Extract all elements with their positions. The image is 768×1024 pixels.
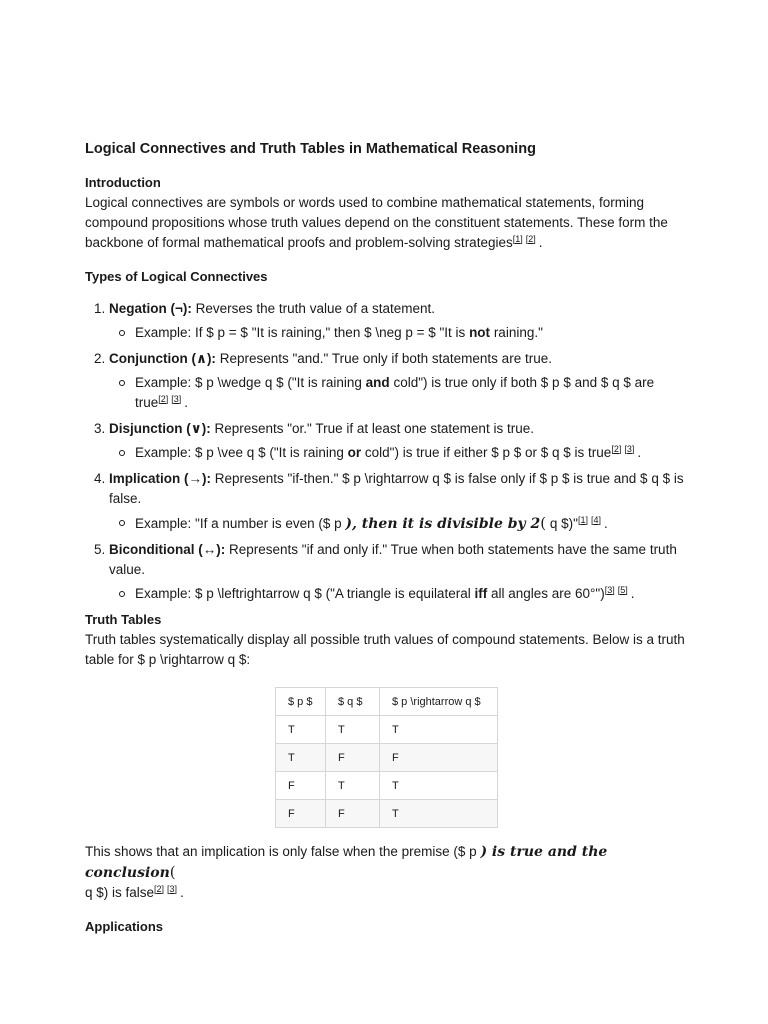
example-list: [109, 513, 685, 534]
citation-link[interactable]: [2]: [611, 443, 622, 454]
connective-name: Biconditional (↔):: [109, 542, 226, 557]
table-cell: T: [380, 800, 498, 828]
example-bold: or: [347, 445, 362, 460]
connective-desc: Reverses the truth value of a statement.: [195, 301, 436, 316]
intro-paragraph: Logical connectives are symbols or words used to combine mathematical statements, forming compound propositions whose truth values depend on the constituent statements. These form the backbone of formal mathematical proofs and problem-solving strategies[1] [2] .: [85, 195, 668, 250]
connective-desc: Represents "and." True only if both statements are true.: [219, 351, 552, 366]
citation-link[interactable]: [3]: [171, 393, 182, 404]
citation-link[interactable]: [2]: [154, 883, 165, 894]
example-list: [109, 373, 685, 413]
citation-link[interactable]: [2]: [158, 393, 169, 404]
list-item-biconditional: [109, 540, 685, 604]
example-text: Example: If $ p = $ "It is raining," then $ \neg p = $ "It is: [135, 325, 470, 340]
example-text: Example: $ p \leftrightarrow q $ ("A triangle is equilateral: [135, 586, 475, 601]
table-cell: T: [380, 772, 498, 800]
table-cell: F: [326, 744, 380, 772]
connective-name: Negation (¬):: [109, 301, 192, 316]
table-row: [276, 800, 498, 828]
document-page: [85, 139, 685, 937]
example-text: all angles are 60°"): [487, 586, 605, 601]
intro-heading: Introduction: [85, 175, 161, 190]
citations: [158, 394, 184, 404]
citations: [611, 444, 637, 454]
table-cell: T: [326, 772, 380, 800]
summary-text: q $) is false: [85, 885, 155, 900]
citation-link[interactable]: [3]: [624, 443, 635, 454]
example-text: cold") is true only if both $ p $ and $ q $ are true: [135, 375, 655, 410]
table-cell: T: [380, 716, 498, 744]
table-row: [276, 772, 498, 800]
table-cell: F: [276, 772, 326, 800]
intro-citations: [513, 234, 539, 244]
citation-link[interactable]: [2]: [525, 233, 536, 244]
implication-summary: This shows that an implication is only false when the premise ($ p ) is true and the conclusion( q $) is false[2] [3] .: [85, 844, 608, 900]
citation-link[interactable]: [3]: [604, 584, 615, 595]
list-item-disjunction: [109, 419, 685, 463]
citation-link[interactable]: [1]: [577, 514, 588, 525]
citations: [154, 884, 180, 894]
connective-desc: Represents "if-then." $ p \rightarrow q $ is false only if $ p $ is true and $ q $ is false.: [109, 471, 684, 506]
citation-link[interactable]: [3]: [167, 883, 178, 894]
example-item: [135, 323, 685, 343]
table-row: [276, 744, 498, 772]
list-item-conjunction: [109, 349, 685, 413]
example-item: Example: $ p \leftrightarrow q $ ("A triangle is equilateral iff all angles are 60°")[3] [5] .: [135, 584, 685, 604]
example-text: Example: $ p \wedge q $ ("It is raining: [135, 375, 366, 390]
example-list: [109, 323, 685, 343]
example-text: q $)": [546, 516, 578, 531]
intro-text: Logical connectives are symbols or words used to combine mathematical statements, forming compound propositions whose truth values depend on the constituent statements. These form the backbone of formal mathematical proofs and problem-solving strategies: [85, 195, 668, 250]
connective-desc: Represents "if and only if." True when both statements have the same truth value.: [109, 542, 677, 577]
citation-link[interactable]: [1]: [512, 233, 523, 244]
example-list: [109, 443, 685, 463]
applications-heading: Applications: [85, 919, 164, 934]
column-header: $ p $: [276, 688, 326, 716]
types-heading: Types of Logical Connectives: [85, 269, 268, 284]
truth-table: [275, 687, 498, 828]
example-text: Example: "If a number is even ($ p: [135, 516, 346, 531]
column-header: $ p \rightarrow q $: [380, 688, 498, 716]
math-paren: (: [169, 863, 176, 881]
table-header-row: [276, 688, 498, 716]
example-text: Example: $ p \vee q $ ("It is raining: [135, 445, 348, 460]
document-title: Logical Connectives and Truth Tables in Mathematical Reasoning: [85, 141, 536, 157]
connective-name: Implication (→):: [109, 471, 211, 486]
connective-name: Conjunction (∧):: [109, 351, 216, 366]
connective-name: Disjunction (∨):: [109, 421, 211, 436]
example-text: cold") is true if either $ p $ or $ q $ is true: [361, 445, 612, 460]
table-cell: F: [326, 800, 380, 828]
column-header: $ q $: [326, 688, 380, 716]
table-cell: T: [276, 716, 326, 744]
example-item: Example: $ p \vee q $ ("It is raining or cold") is true if either $ p $ or $ q $ is true[2] [3] .: [135, 443, 685, 463]
example-bold: iff: [474, 586, 488, 601]
example-item: Example: $ p \wedge q $ ("It is raining and cold") is true only if both $ p $ and $ q $ are true[2] [3] .: [135, 373, 685, 413]
table-cell: T: [326, 716, 380, 744]
truth-tables-heading: Truth Tables: [85, 612, 162, 627]
example-bold: not: [469, 325, 491, 340]
table-cell: F: [380, 744, 498, 772]
example-item: Example: "If a number is even ($ p ), then it is divisible by 2( q $)"[1] [4] .: [135, 513, 685, 534]
connective-desc: Represents "or." True if at least one statement is true.: [214, 421, 534, 436]
truth-tables-paragraph: Truth tables systematically display all possible truth values of compound statements. Below is a truth table for $ p \rightarrow q $:: [85, 632, 685, 667]
citations: [605, 585, 631, 595]
math-render: ), then it is divisible by 2: [345, 516, 541, 532]
citation-link[interactable]: [4]: [590, 514, 601, 525]
list-item-negation: [109, 299, 685, 343]
table-row: [276, 716, 498, 744]
math-paren: (: [540, 514, 547, 532]
example-text: raining.": [490, 325, 543, 340]
connectives-list: [85, 299, 685, 604]
table-cell: T: [276, 744, 326, 772]
math-render: ) is true and the conclusion: [85, 844, 608, 881]
table-cell: F: [276, 800, 326, 828]
example-bold: and: [365, 375, 390, 390]
list-item-implication: [109, 469, 685, 534]
citations: [578, 515, 604, 525]
citation-link[interactable]: [5]: [617, 584, 628, 595]
example-list: [109, 584, 685, 604]
summary-text: This shows that an implication is only false when the premise ($ p: [85, 844, 481, 859]
